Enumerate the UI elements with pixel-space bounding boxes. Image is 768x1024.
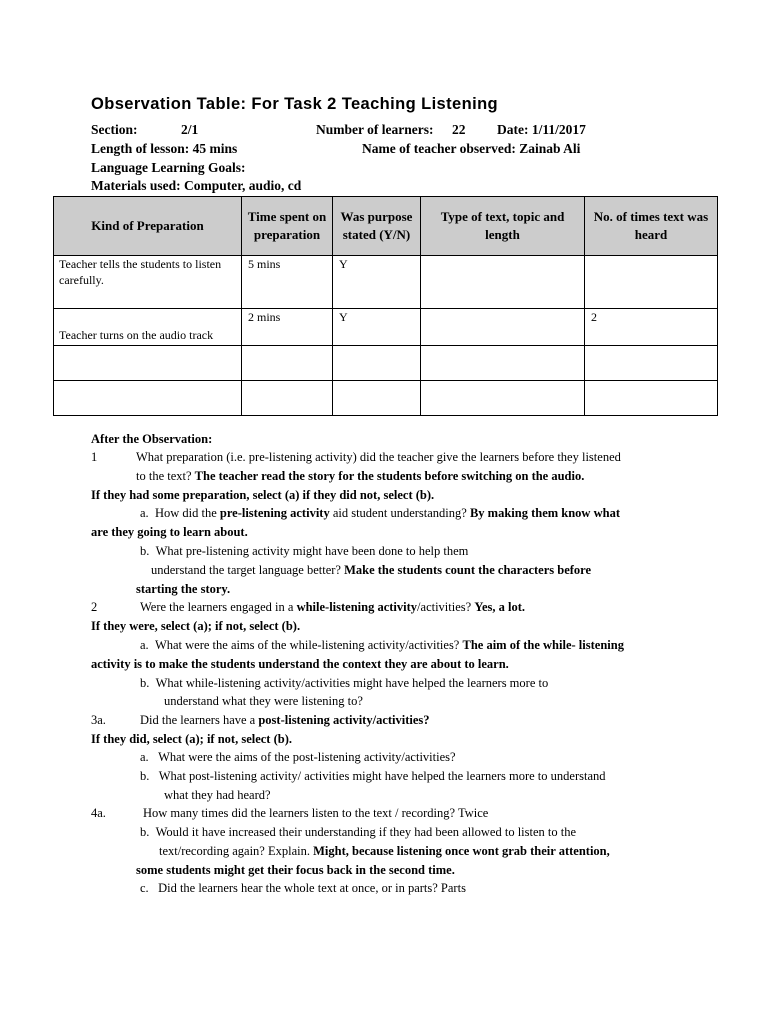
table-row [54, 309, 718, 346]
observation-table [53, 196, 718, 416]
q3a-label: a. [140, 750, 149, 764]
q3-keyword: post-listening activity/activities? [258, 713, 430, 727]
page-title: Observation Table: For Task 2 Teaching Listening [91, 95, 499, 113]
q1a-text: How did the [154, 506, 217, 520]
table-cell: 5 mins [242, 256, 333, 309]
q1b-answer-line2: starting the story. [136, 582, 231, 596]
lesson-length: Length of lesson: 45 mins [91, 141, 238, 156]
q3-select-instruction: If they did, select (a); if not, select (b). [91, 732, 292, 746]
q2b-label: b. [140, 676, 150, 690]
header-kind-of-preparation: Kind of Preparation [54, 197, 242, 256]
q2a-label: a. [140, 638, 149, 652]
q1-question-line1: What preparation (i.e. pre-listening activity) did the teacher give the learners before they listened [136, 450, 621, 464]
table-cell-text: Teacher turns on the audio track [59, 328, 214, 342]
table-cell [333, 381, 421, 416]
q2-answer: Yes, a lot. [474, 600, 526, 614]
q2b-line1 [140, 676, 548, 691]
q1b-text-end: understand the target language better? [151, 563, 341, 577]
q3b-line2: what they had heard? [164, 788, 271, 802]
q4c-label: c. [140, 881, 149, 895]
q1-select-instruction: If they had some preparation, select (a) if they did not, select (b). [91, 488, 435, 502]
table-cell: 2 [585, 309, 718, 346]
table-cell: Teacher tells the students to listen carefully. [54, 256, 242, 309]
q1-number: 1 [91, 450, 98, 464]
table-cell [242, 346, 333, 381]
q4b-text: Would it have increased their understanding if they had been allowed to listen to the [155, 825, 577, 839]
q4b-answer: Might, because listening once wont grab their attention, [313, 844, 610, 858]
table-row [54, 381, 718, 416]
q2-text: Were the learners engaged in a [140, 600, 294, 614]
table-cell [54, 309, 242, 346]
q1b-line1 [140, 544, 468, 559]
table-cell: 2 mins [242, 309, 333, 346]
q2a-answer: The aim of the while- listening [462, 638, 624, 652]
section-value: 2/1 [181, 122, 199, 137]
q3b-line1 [140, 769, 606, 784]
header-type-of-text: Type of text, topic and length [421, 197, 585, 256]
table-cell [242, 381, 333, 416]
q2-keyword: while-listening activity [296, 600, 418, 614]
table-cell [421, 256, 585, 309]
q2b-line2: understand what they were listening to? [164, 694, 363, 708]
table-cell [585, 381, 718, 416]
after-heading: After the Observation: [91, 432, 213, 446]
q2a-line1 [140, 638, 624, 653]
q3b-label: b. [140, 769, 150, 783]
q4c-line [140, 881, 466, 896]
q1a-answer-line2: are they going to learn about. [91, 525, 248, 539]
table-cell [421, 381, 585, 416]
table-cell [585, 256, 718, 309]
q4-question: How many times did the learners listen to the text / recording? Twice [143, 806, 489, 820]
learners-label: Number of learners: [316, 122, 434, 137]
table-cell [54, 381, 242, 416]
table-row [54, 256, 718, 309]
q2-text-end: /activities? [417, 600, 472, 614]
q2-select-instruction: If they were, select (a); if not, select (b). [91, 619, 301, 633]
table-cell [54, 346, 242, 381]
q3b-text: What post-listening activity/ activities might have helped the learners more to understand [158, 769, 606, 783]
header-purpose-stated: Was purpose stated (Y/N) [333, 197, 421, 256]
q1a-keyword: pre-listening activity [219, 506, 330, 520]
q1-question-text: to the text? [136, 469, 192, 483]
table-header-row [54, 197, 718, 256]
q2a-answer-line2: activity is to make the students understand the context they are about to learn. [91, 657, 509, 671]
table-cell: Y [333, 309, 421, 346]
q3a-text: What were the aims of the post-listening activity/activities? [158, 750, 456, 764]
learning-goals: Language Learning Goals: [91, 160, 246, 175]
lesson-date: Date: 1/11/2017 [497, 122, 586, 137]
materials-used: Materials used: Computer, audio, cd [91, 178, 302, 193]
q1a-text-end: aid student understanding? [332, 506, 467, 520]
q2-question [140, 600, 525, 615]
q2-number: 2 [91, 600, 98, 614]
q4b-label: b. [140, 825, 150, 839]
q1b-text: What pre-listening activity might have been done to help them [155, 544, 469, 558]
header-times-heard: No. of times text was heard [585, 197, 718, 256]
q1a-answer: By making them know what [469, 506, 620, 520]
q4-number: 4a. [91, 806, 106, 820]
q3-number: 3a. [91, 713, 106, 727]
table-cell [421, 309, 585, 346]
q4b-line1 [140, 825, 576, 840]
table-row [54, 346, 718, 381]
q1b-line2 [151, 563, 591, 578]
teacher-name: Name of teacher observed: Zainab Ali [362, 141, 581, 156]
q2a-text: What were the aims of the while-listening activity/activities? [154, 638, 460, 652]
q1-answer: The teacher read the story for the students before switching on the audio. [194, 469, 585, 483]
q4c-text: Did the learners hear the whole text at once, or in parts? Parts [158, 881, 466, 895]
q1a-line1 [140, 506, 620, 521]
q1b-label: b. [140, 544, 150, 558]
q1-question-line2 [136, 469, 584, 484]
learners-value: 22 [452, 122, 466, 137]
table-cell [333, 346, 421, 381]
q3a-line [140, 750, 456, 765]
q4b-answer-line2: some students might get their focus back in the second time. [136, 863, 455, 877]
table-cell [421, 346, 585, 381]
table-cell: Y [333, 256, 421, 309]
section-label: Section: [91, 122, 138, 137]
header-time-spent: Time spent on preparation [242, 197, 333, 256]
table-cell [585, 346, 718, 381]
q4b-line2 [159, 844, 610, 859]
q1b-answer: Make the students count the characters before [344, 563, 592, 577]
q3-question [140, 713, 430, 728]
q4b-text-end: text/recording again? Explain. [159, 844, 310, 858]
q3-text: Did the learners have a [140, 713, 256, 727]
q2b-text: What while-listening activity/activities might have helped the learners more to [155, 676, 549, 690]
q1a-label: a. [140, 506, 149, 520]
